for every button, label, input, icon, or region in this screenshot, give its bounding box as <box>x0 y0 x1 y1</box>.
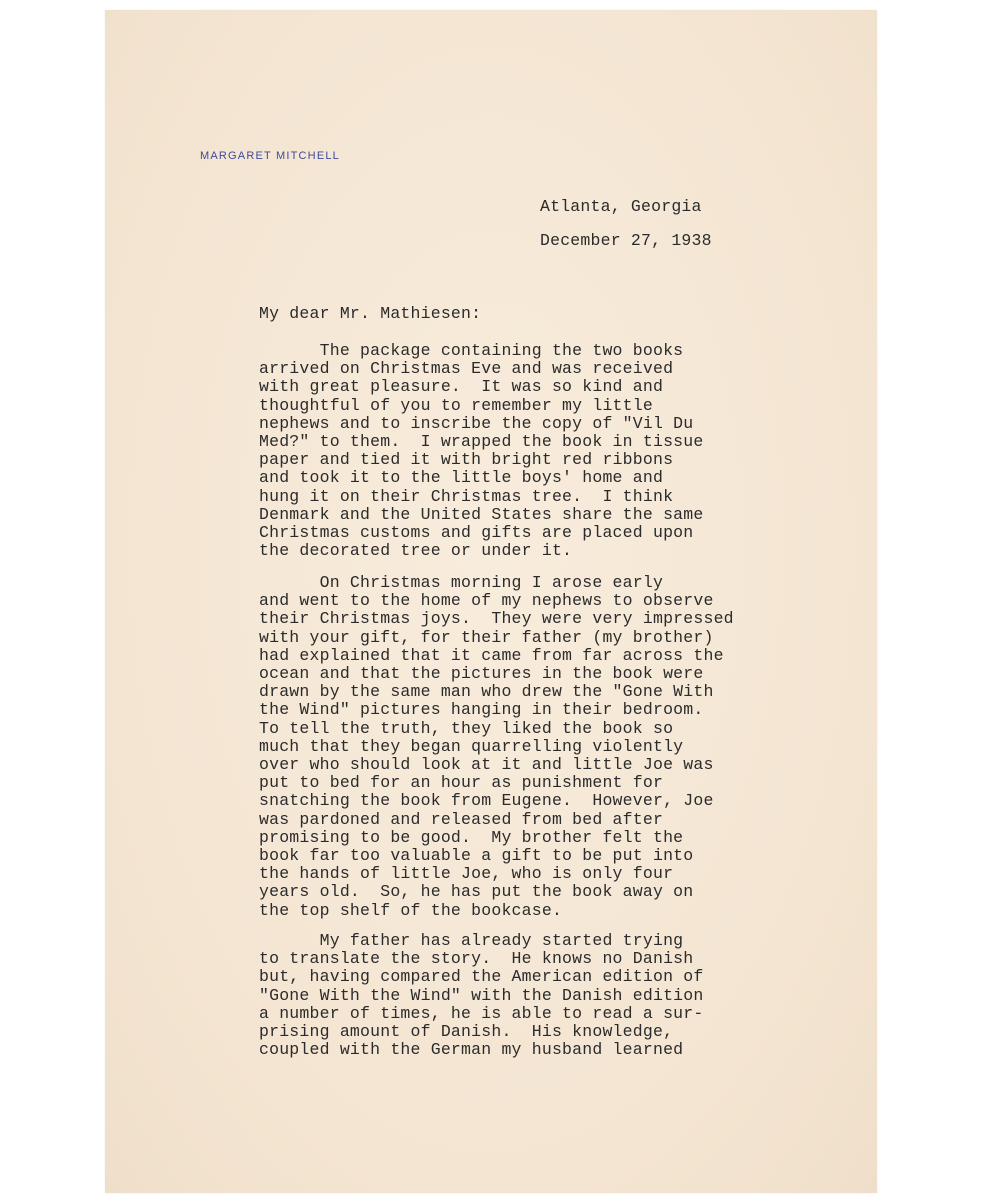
text-line: promising to be good. My brother felt the <box>259 827 684 847</box>
text-line: the Wind" pictures hanging in their bedroom. <box>259 700 704 720</box>
date-line: December 27, 1938 <box>540 231 712 250</box>
text-line: but, having compared the American edition of <box>259 967 704 987</box>
text-line: "Gone With the Wind" with the Danish edition <box>259 985 704 1005</box>
text-line: paper and tied it with bright red ribbons <box>259 450 674 470</box>
text-line: a number of times, he is able to read a sur- <box>259 1003 704 1023</box>
text-line: the top shelf of the bookcase. <box>259 900 563 920</box>
text-line: ocean and that the pictures in the book were <box>259 664 704 684</box>
text-line: had explained that it came from far across the <box>259 645 724 665</box>
text-line: hung it on their Christmas tree. I think <box>259 486 674 506</box>
paragraph-3 <box>259 932 703 1059</box>
letterhead: MARGARET MITCHELL <box>200 150 340 162</box>
text-line: snatching the book from Eugene. However, Joe <box>259 791 714 811</box>
text-line: to translate the story. He knows no Danish <box>259 949 694 969</box>
text-line: drawn by the same man who drew the "Gone With <box>259 682 714 702</box>
text-line: nephews and to inscribe the copy of "Vil Du <box>259 413 694 433</box>
text-line: the hands of little Joe, who is only four <box>259 864 674 884</box>
text-line: and took it to the little boys' home and <box>259 468 664 488</box>
text-line: Denmark and the United States share the same <box>259 504 704 524</box>
text-line: To tell the truth, they liked the book so <box>259 718 674 738</box>
text-line: their Christmas joys. They were very impressed <box>259 609 734 629</box>
text-line: book far too valuable a gift to be put into <box>259 846 694 866</box>
text-line: On Christmas morning I arose early <box>259 573 664 592</box>
place-line: Atlanta, Georgia <box>540 197 702 216</box>
text-line: with your gift, for their father (my brother) <box>259 627 714 647</box>
text-line: with great pleasure. It was so kind and <box>259 377 664 397</box>
text-line: over who should look at it and little Joe was <box>259 755 714 775</box>
text-line: arrived on Christmas Eve and was received <box>259 359 674 379</box>
text-line: coupled with the German my husband learned <box>259 1040 684 1060</box>
paragraph-2 <box>259 574 734 920</box>
text-line: Med?" to them. I wrapped the book in tissue <box>259 432 704 452</box>
text-line: My father has already started trying <box>259 931 684 950</box>
text-line: the decorated tree or under it. <box>259 541 573 561</box>
text-line: and went to the home of my nephews to observe <box>259 591 714 611</box>
paragraph-1 <box>259 342 703 560</box>
text-line: The package containing the two books <box>259 341 684 360</box>
text-line: prising amount of Danish. His knowledge, <box>259 1022 674 1042</box>
text-line: years old. So, he has put the book away on <box>259 882 694 902</box>
text-line: much that they began quarrelling violently <box>259 736 684 756</box>
text-line: put to bed for an hour as punishment for <box>259 773 664 793</box>
text-line: was pardoned and released from bed after <box>259 809 664 829</box>
salutation: My dear Mr. Mathiesen: <box>259 304 482 323</box>
text-line: thoughtful of you to remember my little <box>259 395 653 415</box>
text-line: Christmas customs and gifts are placed upon <box>259 523 694 543</box>
